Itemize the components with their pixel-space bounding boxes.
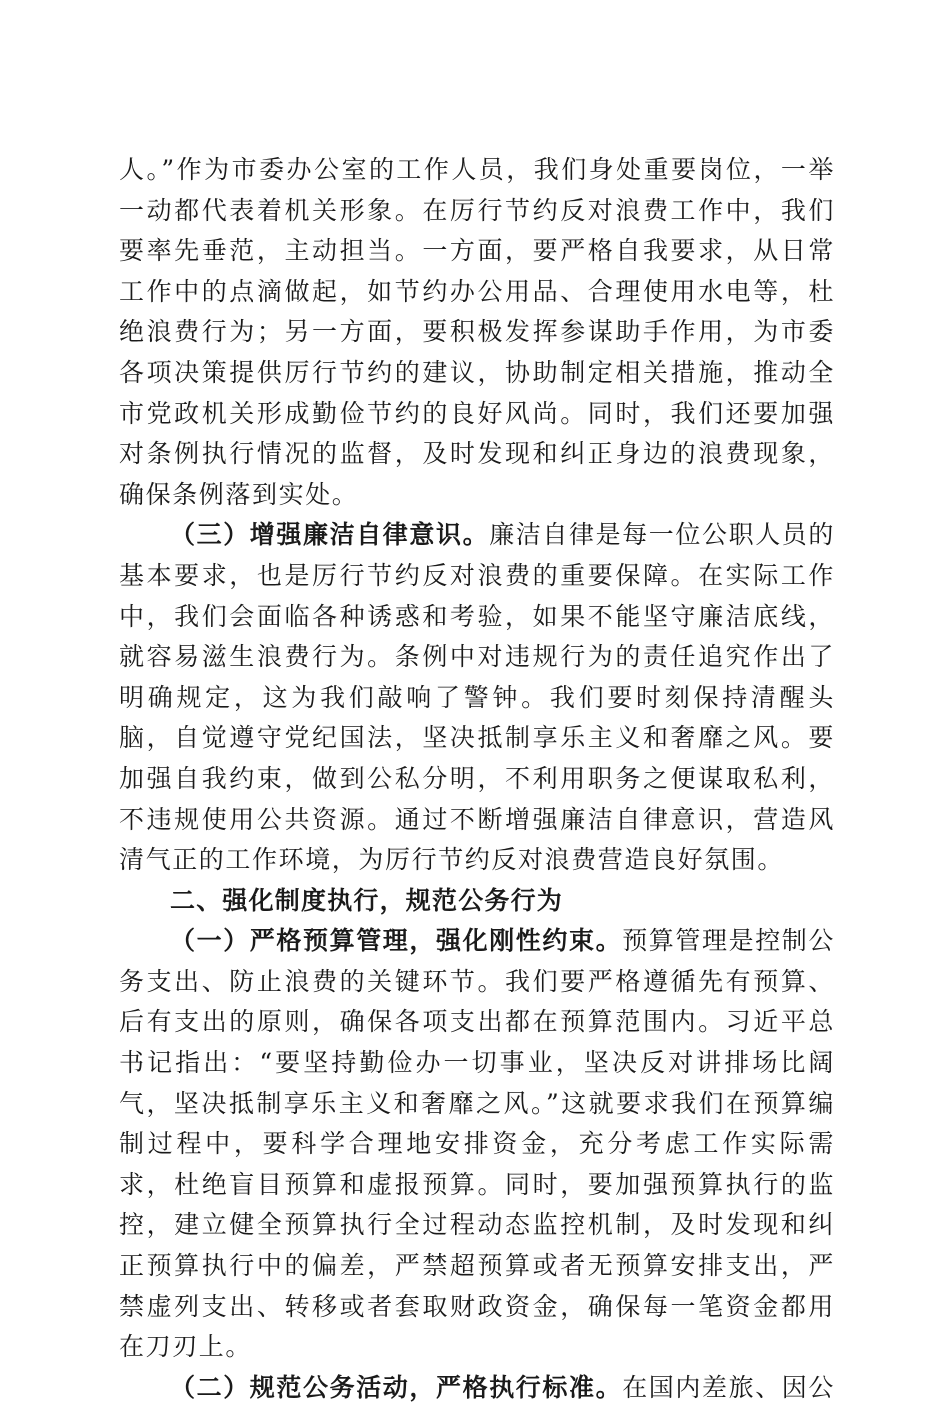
paragraph-text: 预算管理是控制公务支出、防止浪费的关键环节。我们要严格遵循先有预算、后有支出的原则，确保各项支出都在预算范围内。习近平总书记指出：“要坚持勤俭办一切事业，坚决反对讲排场比阔气，坚决抵制享乐主义和奢靡之风。”这就要求我们在预算编制过程中，要科学合理地安排资金，充分考虑工作实际需求，杜绝盲目预算和虚报预算。同时，要加强预算执行的监控，建立健全预算执行全过程动态监控机制，及时发现和纠正预算执行中的偏差，严禁超预算或者无预算安排支出，严禁虚列支出、转移或者套取财政资金，确保每一笔资金都用在刀刃上。 [119, 926, 836, 1362]
paragraph-subsection-2 [119, 1368, 835, 1408]
paragraph-text: 廉洁自律是每一位公职人员的基本要求，也是厉行节约反对浪费的重要保障。在实际工作中，我们会面临各种诱惑和考验，如果不能坚守廉洁底线，就容易滋生浪费行为。条例中对违规行为的责任追究作出了明确规定，这为我们敲响了警钟。我们要时刻保持清醒头脑，自觉遵守党纪国法，坚决抵制享乐主义和奢靡之风。要加强自我约束，做到公私分明，不利用职务之便谋取私利，不违规使用公共资源。通过不断增强廉洁自律意识，营造风清气正的工作环境，为厉行节约反对浪费营造良好氛围。 [119, 520, 836, 875]
paragraph-section-3 [119, 515, 835, 880]
paragraph-text: 在国内差旅、因公 [622, 1372, 836, 1402]
paragraph-lead: （一）严格预算管理，强化刚性约束。 [170, 926, 623, 956]
document-body [119, 150, 835, 1408]
paragraph-lead: （三）增强廉洁自律意识。 [170, 520, 490, 550]
paragraph-subsection-1 [119, 921, 835, 1368]
paragraph-lead: （二）规范公务活动，严格执行标准。 [170, 1372, 623, 1402]
section-heading: 二、强化制度执行，规范公务行为 [170, 885, 564, 915]
paragraph-text: 人。”作为市委办公室的工作人员，我们身处重要岗位，一举一动都代表着机关形象。在厉行节约反对浪费工作中，我们要率先垂范，主动担当。一方面，要严格自我要求，从日常工作中的点滴做起，如节约办公用品、合理使用水电等，杜绝浪费行为；另一方面，要积极发挥参谋助手作用，为市委各项决策提供厉行节约的建议，协助制定相关措施，推动全市党政机关形成勤俭节约的良好风尚。同时，我们还要加强对条例执行情况的监督，及时发现和纠正身边的浪费现象，确保条例落到实处。 [119, 155, 835, 509]
paragraph-continuation [119, 150, 835, 515]
